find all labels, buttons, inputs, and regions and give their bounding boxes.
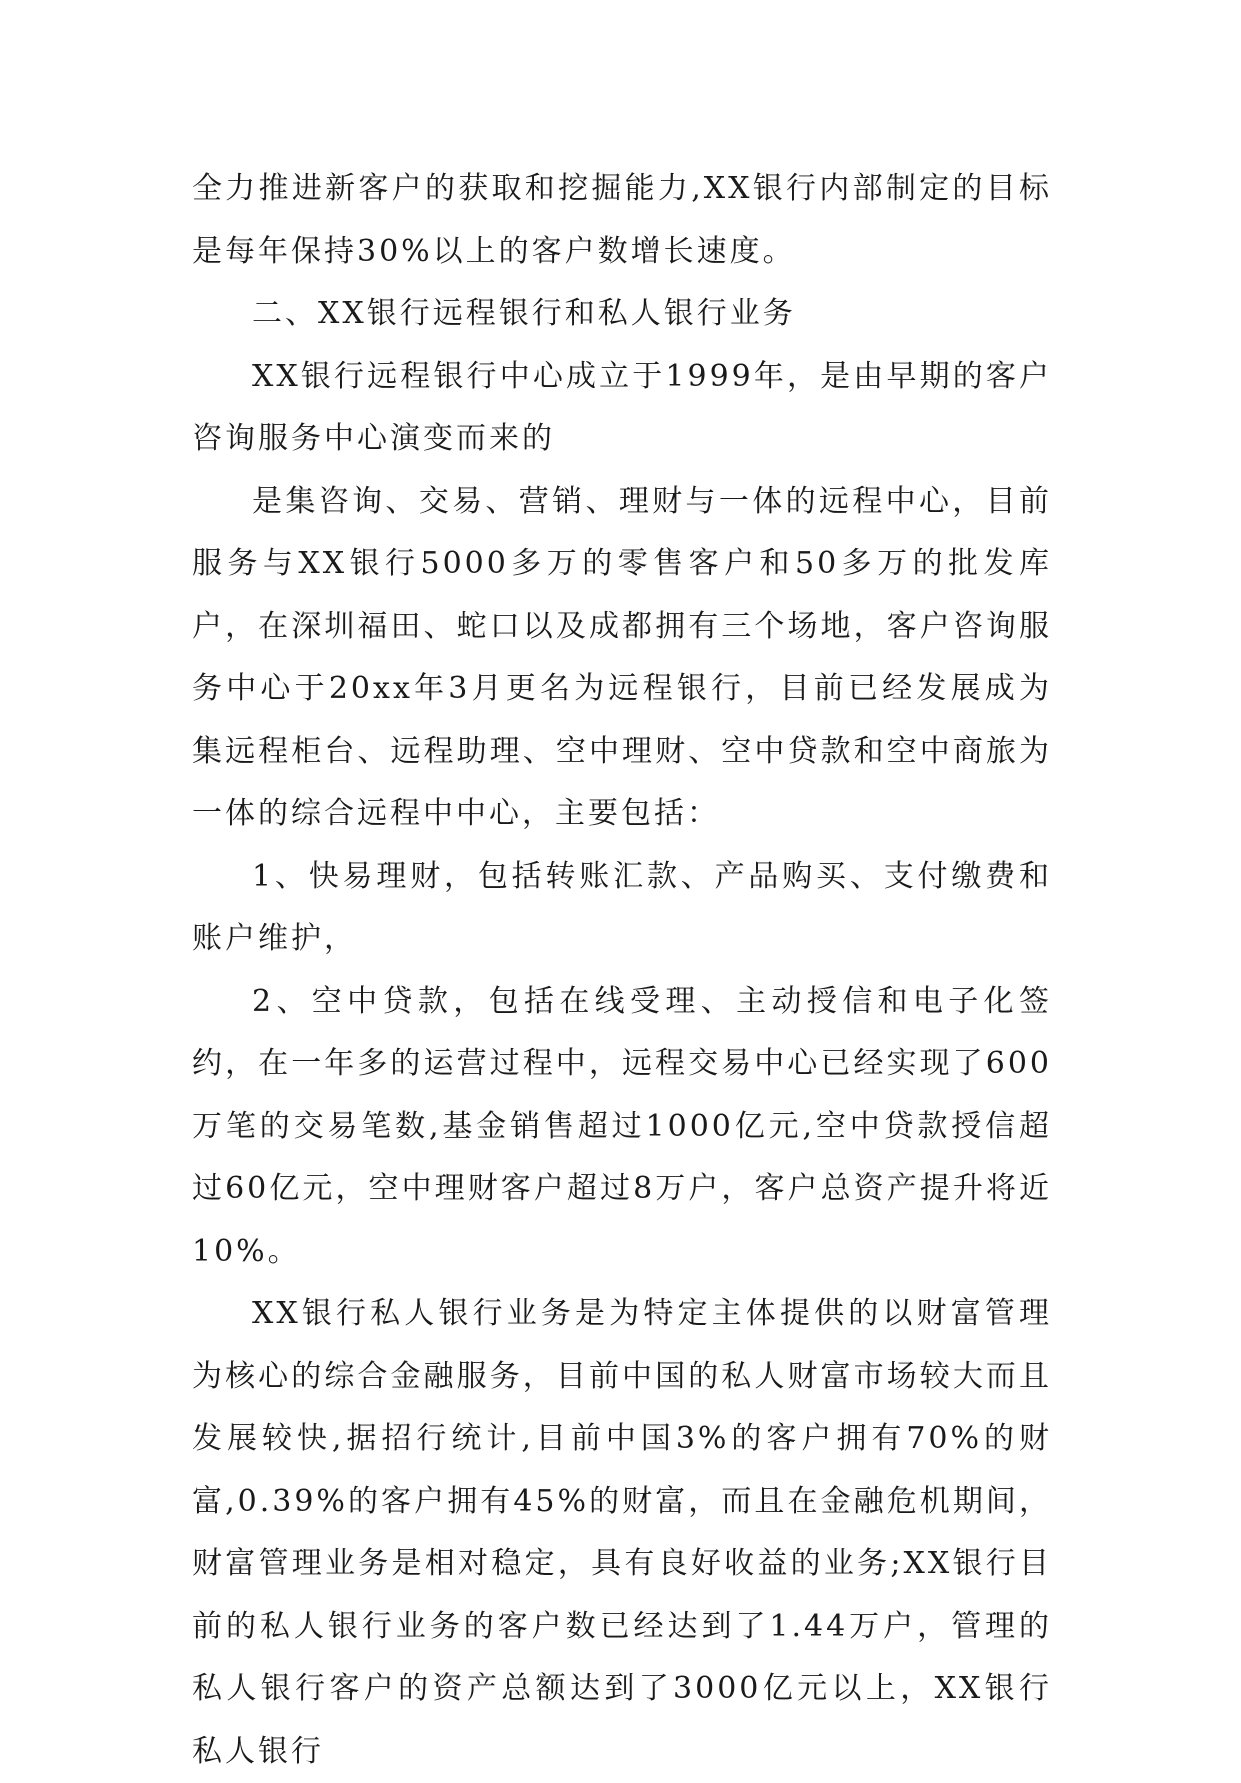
list-item-1: 1、快易理财，包括转账汇款、产品购买、支付缴费和账户维护， [192, 858, 1052, 956]
paragraph-7: XX银行私人银行业务是为特定主体提供的以财富管理为核心的综合金融服务，目前中国的私人财富市场较大而且发展较快,据招行统计,目前中国3%的客户拥有70%的财富,0.39%的客户拥有45%的财富，而且在金融危机期间，财富管理业务是相对稳定，具有良好收益的业务;XX银行目前的私人银行业务的客户数已经达到了1.44万户，管理的私人银行客户的资产总额达到了3000亿元以上，XX银行私人银行 [192, 1296, 1052, 1769]
paragraph-4: 是集咨询、交易、营销、理财与一体的远程中心，目前服务与XX银行5000多万的零售客户和50多万的批发库户，在深圳福田、蛇口以及成都拥有三个场地，客户咨询服务中心于20xx年3月更名为远程银行，目前已经发展成为集远程柜台、远程助理、空中理财、空中贷款和空中商旅为一体的综合远程中中心，主要包括： [192, 483, 1052, 831]
paragraph-3: XX银行远程银行中心成立于1999年，是由早期的客户咨询服务中心演变而来的 [192, 358, 1052, 456]
document-body [192, 158, 1052, 1783]
paragraph-1: 全力推进新客户的获取和挖掘能力,XX银行内部制定的目标是每年保持30%以上的客户数增长速度。 [192, 171, 1052, 269]
list-item-2: 2、空中贷款，包括在线受理、主动授信和电子化签约，在一年多的运营过程中，远程交易中心已经实现了600万笔的交易笔数,基金销售超过1000亿元,空中贷款授信超过60亿元，空中理财客户超过8万户，客户总资产提升将近10%。 [192, 983, 1052, 1269]
section-heading: 二、XX银行远程银行和私人银行业务 [252, 296, 796, 331]
